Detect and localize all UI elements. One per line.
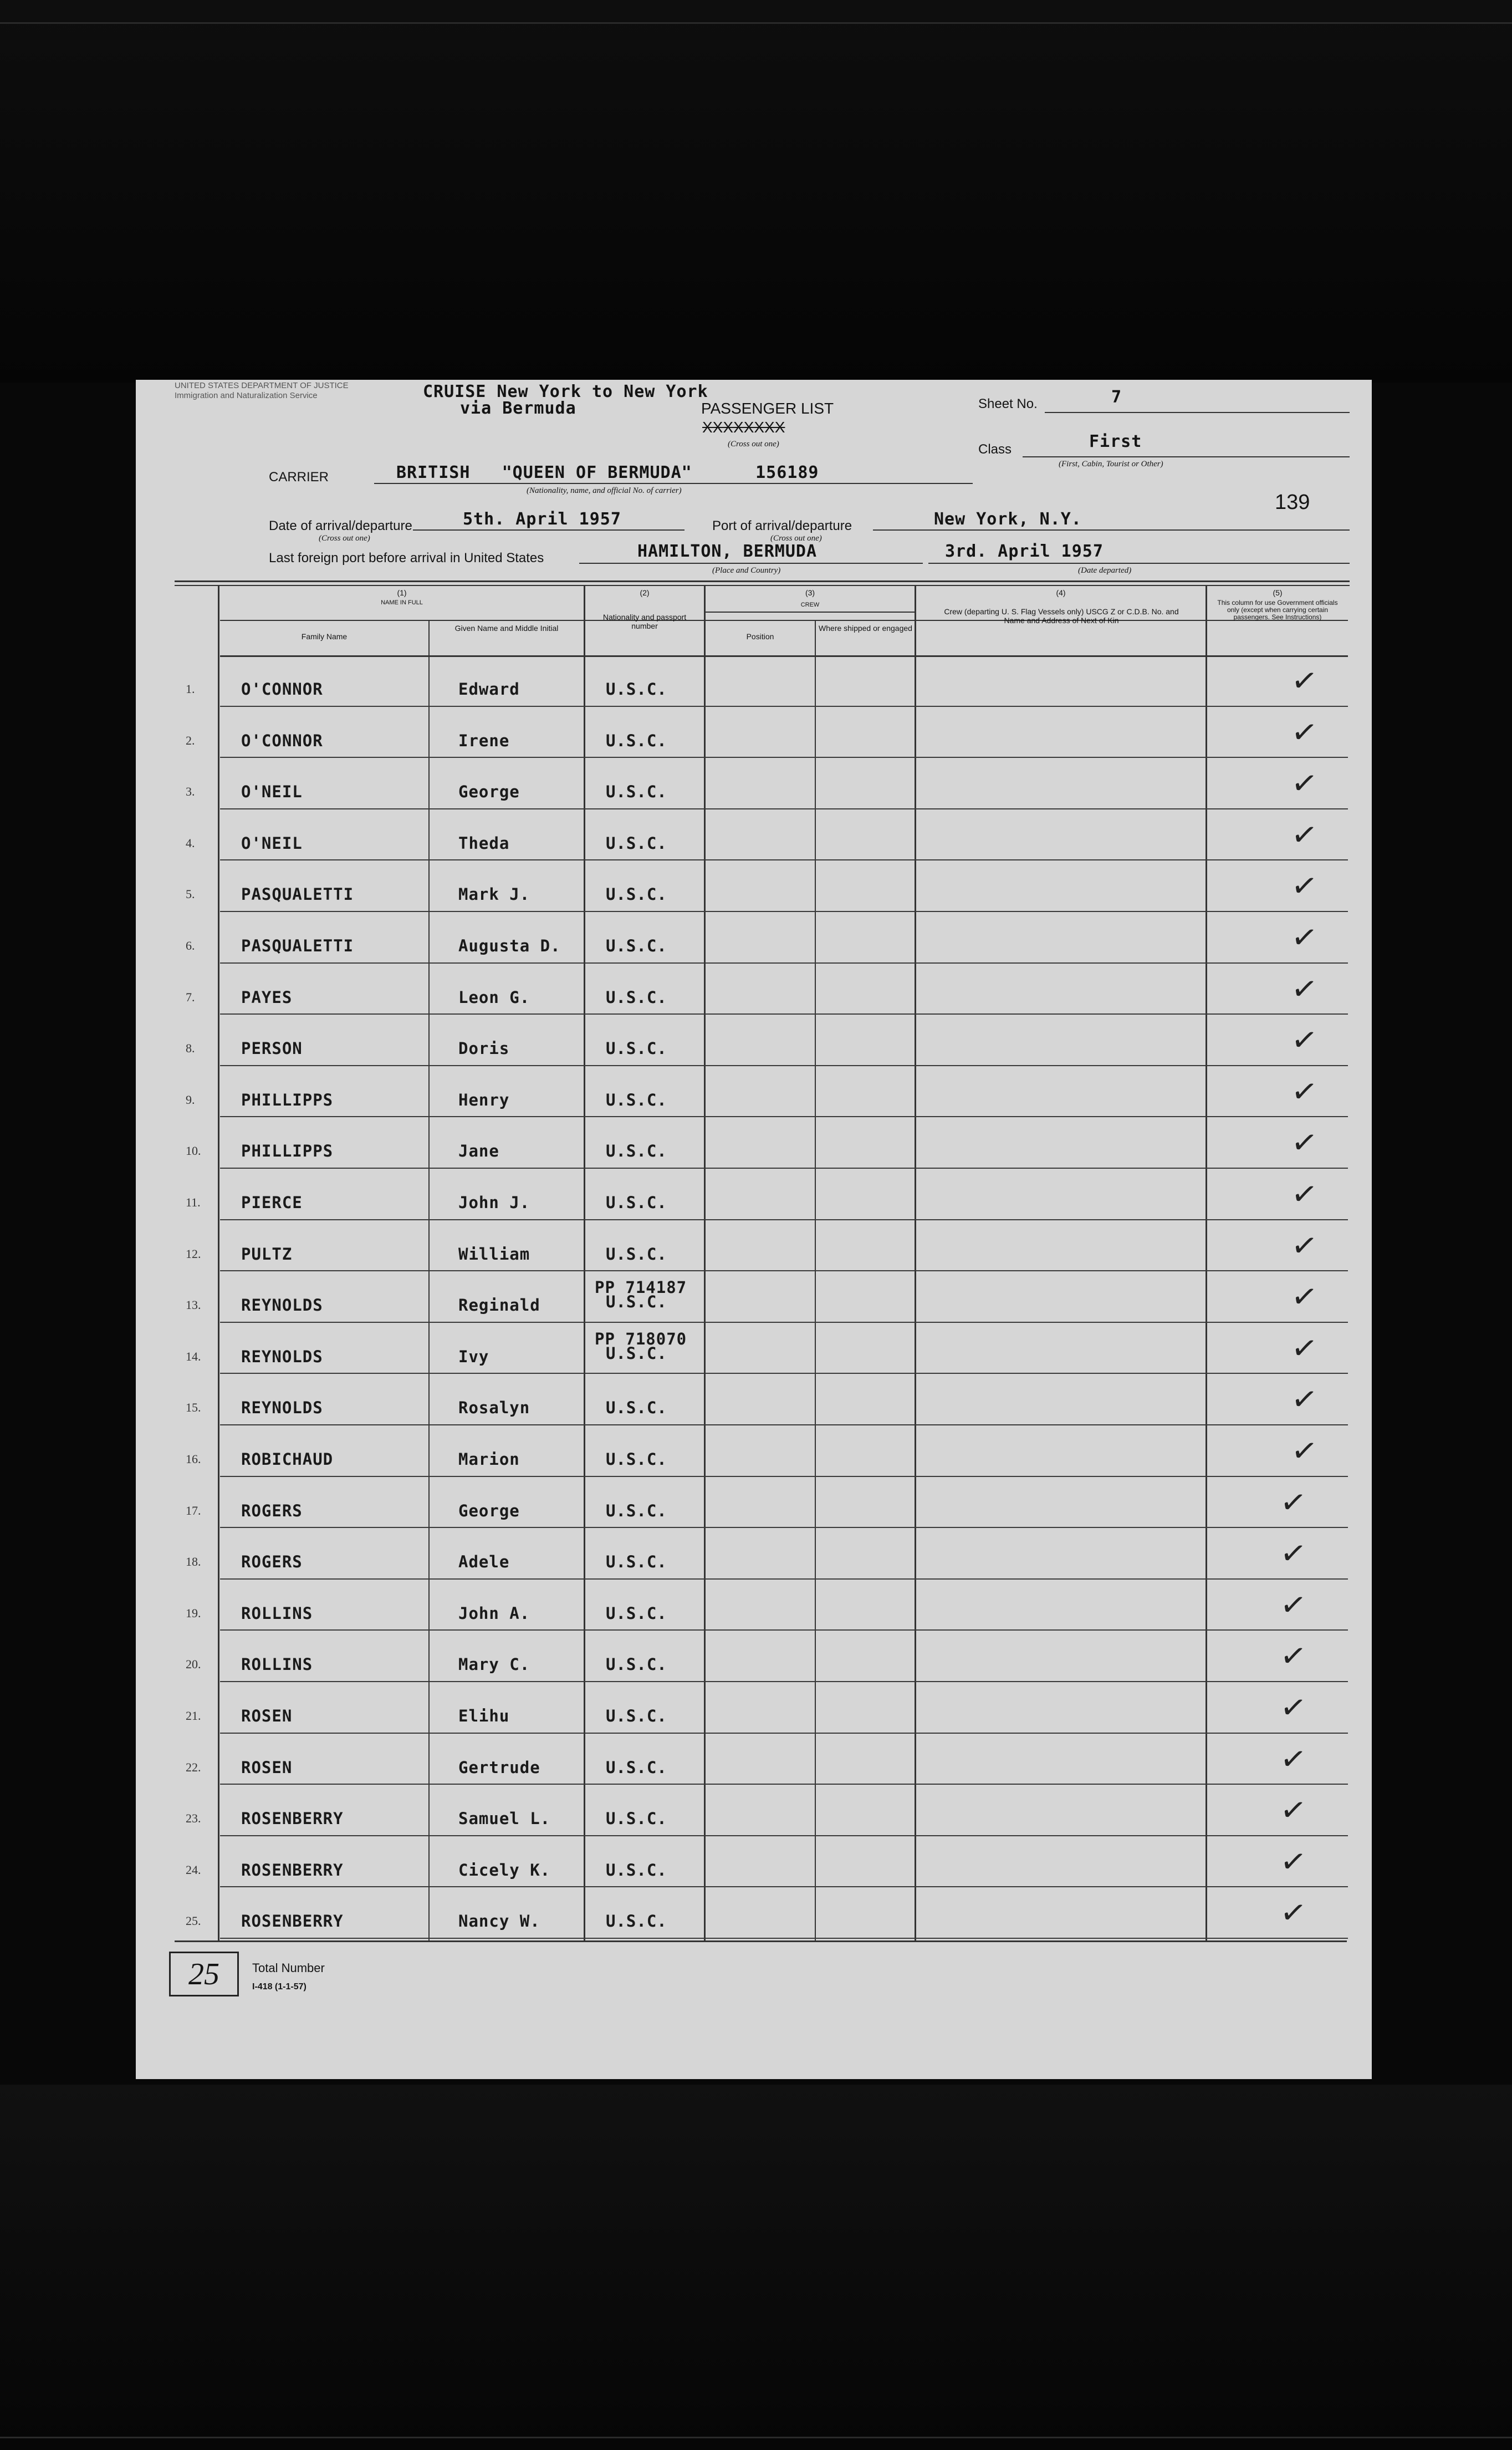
- col2-number: (2): [640, 588, 650, 597]
- nationality: U.S.C.: [606, 1090, 667, 1109]
- nationality: U.S.C.: [606, 1707, 667, 1725]
- col1-family-header: Family Name: [301, 632, 348, 641]
- row-number: 6.: [186, 939, 195, 953]
- official-check-icon: ✓: [1278, 1637, 1309, 1677]
- official-check-icon: ✓: [1289, 1328, 1320, 1368]
- form-number: I-418 (1-1-57): [252, 1982, 307, 1991]
- given-name: Marion: [458, 1450, 520, 1469]
- total-box: [169, 1952, 239, 1996]
- given-name: Theda: [458, 833, 510, 853]
- nationality: U.S.C.: [606, 1603, 667, 1623]
- passenger-list-sheet: [136, 380, 1372, 2079]
- given-name: Nancy W.: [458, 1912, 540, 1931]
- official-check-icon: ✓: [1289, 969, 1320, 1009]
- col3-position-header: Position: [746, 632, 774, 641]
- col-crew-rule: [915, 586, 916, 1942]
- carrier-underline: [374, 483, 973, 484]
- port-value: New York, N.Y.: [934, 510, 1082, 529]
- class-value: First: [1089, 432, 1142, 451]
- nationality: U.S.C.: [606, 680, 667, 699]
- official-check-icon: ✓: [1289, 764, 1320, 804]
- row-divider: [220, 1578, 1348, 1580]
- service-name: Immigration and Naturalization Service: [175, 391, 318, 400]
- row-number: 14.: [186, 1349, 201, 1363]
- family-name: O'NEIL: [241, 782, 303, 802]
- nationality: U.S.C.: [606, 1912, 667, 1931]
- row-divider: [220, 1835, 1348, 1836]
- lastport-label: Last foreign port before arrival in United States: [269, 551, 544, 566]
- given-name: George: [458, 1501, 520, 1520]
- row-divider: [220, 1373, 1348, 1374]
- family-name: PAYES: [241, 987, 293, 1007]
- nationality: U.S.C.: [606, 731, 667, 750]
- row-divider: [220, 1013, 1348, 1015]
- official-check-icon: ✓: [1278, 1739, 1309, 1779]
- row-number: 2.: [186, 733, 195, 747]
- family-name: PERSON: [241, 1039, 303, 1058]
- col5-title: This column for use Government officials only (except when carrying certain passengers. See Instructions): [1217, 599, 1338, 621]
- family-name: PASQUALETTI: [241, 885, 354, 904]
- row-number: 16.: [186, 1452, 201, 1466]
- given-name: Jane: [458, 1142, 499, 1161]
- given-name: Ivy: [458, 1347, 489, 1366]
- row-number: 11.: [186, 1195, 201, 1209]
- family-name: ROSENBERRY: [241, 1860, 344, 1879]
- official-check-icon: ✓: [1289, 1175, 1320, 1214]
- row-divider: [220, 1168, 1348, 1169]
- official-check-icon: ✓: [1278, 1585, 1309, 1625]
- row-number: 10.: [186, 1144, 201, 1158]
- family-name: ROSEN: [241, 1707, 293, 1725]
- port-note: (Cross out one): [770, 534, 822, 543]
- col-family-rule: [428, 620, 430, 1942]
- passport-number: PP 714187: [595, 1278, 687, 1297]
- given-name: John A.: [458, 1603, 530, 1623]
- col-kin-rule: [1205, 586, 1207, 1942]
- row-divider: [220, 1476, 1348, 1477]
- class-underline: [1023, 456, 1350, 457]
- given-name: Adele: [458, 1552, 510, 1572]
- family-name: ROGERS: [241, 1552, 303, 1572]
- row-number: 19.: [186, 1606, 201, 1620]
- given-name: Samuel L.: [458, 1809, 551, 1828]
- scan-top-rule: [0, 22, 1512, 24]
- col3-title: CREW: [800, 602, 820, 608]
- row-number: 23.: [186, 1811, 201, 1826]
- col1-number: (1): [397, 588, 407, 597]
- lastport-note: (Place and Country): [712, 566, 781, 575]
- given-name: George: [458, 782, 520, 802]
- col1-title: NAME IN FULL: [381, 599, 423, 606]
- row-divider: [220, 1322, 1348, 1323]
- family-name: O'CONNOR: [241, 731, 323, 750]
- official-check-icon: ✓: [1289, 1021, 1320, 1061]
- given-name: Irene: [458, 731, 510, 750]
- official-check-icon: ✓: [1289, 1277, 1320, 1317]
- sheet-value: 7: [1111, 388, 1122, 407]
- col-left-rule: [218, 586, 219, 1942]
- nationality: U.S.C.: [606, 1142, 667, 1161]
- official-check-icon: ✓: [1278, 1688, 1309, 1728]
- col-name-rule: [584, 586, 585, 1942]
- scan-bottom-rule: [0, 2437, 1512, 2438]
- row-divider: [220, 1784, 1348, 1785]
- class-label: Class: [978, 442, 1012, 457]
- nationality: U.S.C.: [606, 1193, 667, 1212]
- row-divider: [220, 1733, 1348, 1734]
- given-name: Rosalyn: [458, 1398, 530, 1418]
- col-position-rule: [815, 620, 816, 1942]
- sheet-label: Sheet No.: [978, 396, 1038, 411]
- row-divider: [220, 1681, 1348, 1682]
- col3-shipped-header: Where shipped or engaged: [819, 624, 912, 633]
- crew-header-rule: [704, 612, 915, 613]
- family-name: PULTZ: [241, 1244, 293, 1264]
- row-divider: [220, 1065, 1348, 1066]
- col4-number: (4): [1056, 588, 1066, 597]
- scan-top-border: [0, 0, 1512, 383]
- nationality: U.S.C.: [606, 885, 667, 904]
- row-number: 20.: [186, 1657, 201, 1672]
- row-divider: [220, 911, 1348, 912]
- official-check-icon: ✓: [1289, 1380, 1320, 1420]
- row-number: 7.: [186, 990, 195, 1004]
- arrival-note: (Cross out one): [319, 534, 370, 543]
- lastport-underline: [579, 563, 923, 564]
- row-divider: [220, 962, 1348, 964]
- given-name: William: [458, 1244, 530, 1264]
- departed-underline: [928, 563, 1350, 564]
- nationality: U.S.C.: [606, 1809, 667, 1828]
- col4-title: Crew (departing U. S. Flag Vessels only) USCG Z or C.D.B. No. and Name and Address of Next of Kin: [944, 607, 1179, 625]
- official-check-icon: ✓: [1289, 661, 1320, 701]
- official-check-icon: ✓: [1278, 1893, 1309, 1933]
- port-underline: [873, 529, 1350, 531]
- row-divider: [220, 706, 1348, 707]
- row-number: 18.: [186, 1555, 201, 1569]
- family-name: REYNOLDS: [241, 1296, 323, 1315]
- departed-note: (Date departed): [1078, 566, 1132, 575]
- given-name: Leon G.: [458, 987, 530, 1007]
- cruise-route: CRUISE New York to New York: [423, 382, 708, 401]
- class-note: (First, Cabin, Tourist or Other): [1059, 460, 1163, 468]
- nationality: U.S.C.: [606, 1501, 667, 1520]
- official-check-icon: ✓: [1289, 1123, 1320, 1163]
- arrival-underline: [413, 529, 685, 531]
- family-name: ROSEN: [241, 1758, 293, 1777]
- official-check-icon: ✓: [1289, 1432, 1320, 1471]
- table-top-rule-2: [175, 585, 1350, 586]
- family-name: O'CONNOR: [241, 680, 323, 699]
- carrier-value: BRITISH "QUEEN OF BERMUDA" 156189: [396, 463, 819, 482]
- row-number: 17.: [186, 1503, 201, 1517]
- row-divider: [220, 1886, 1348, 1887]
- row-divider: [220, 859, 1348, 860]
- sheet-underline: [1045, 412, 1350, 413]
- scan-bottom-border: [0, 2085, 1512, 2450]
- page-number: 139: [1275, 491, 1310, 514]
- official-check-icon: ✓: [1278, 1483, 1309, 1522]
- official-check-icon: ✓: [1289, 1226, 1320, 1266]
- family-name: PASQUALETTI: [241, 936, 354, 955]
- official-check-icon: ✓: [1289, 1072, 1320, 1112]
- official-check-icon: ✓: [1278, 1842, 1309, 1882]
- family-name: ROLLINS: [241, 1655, 313, 1674]
- carrier-label: CARRIER: [269, 470, 329, 485]
- family-name: ROGERS: [241, 1501, 303, 1520]
- family-name: O'NEIL: [241, 833, 303, 853]
- row-divider: [220, 1629, 1348, 1631]
- given-name: John J.: [458, 1193, 530, 1212]
- row-number: 1.: [186, 682, 195, 696]
- title-note: (Cross out one): [728, 440, 779, 449]
- family-name: PIERCE: [241, 1193, 303, 1212]
- agency-name: UNITED STATES DEPARTMENT OF JUSTICE: [175, 381, 349, 390]
- row-divider: [220, 1116, 1348, 1117]
- given-name: Gertrude: [458, 1758, 540, 1777]
- family-name: ROLLINS: [241, 1603, 313, 1623]
- nationality: U.S.C.: [606, 1758, 667, 1777]
- given-name: Reginald: [458, 1296, 540, 1315]
- col3-number: (3): [805, 588, 815, 597]
- given-name: Edward: [458, 680, 520, 699]
- col-nat-rule: [704, 586, 706, 1942]
- official-check-icon: ✓: [1289, 815, 1320, 855]
- row-divider: [220, 808, 1348, 809]
- nationality: U.S.C.: [606, 1552, 667, 1572]
- cruise-via: via Bermuda: [460, 399, 576, 418]
- row-divider: [220, 1424, 1348, 1425]
- family-name: REYNOLDS: [241, 1398, 323, 1418]
- total-value: 25: [188, 1957, 219, 1991]
- family-name: PHILLIPPS: [241, 1090, 334, 1109]
- family-name: PHILLIPPS: [241, 1142, 334, 1161]
- row-number: 13.: [186, 1298, 201, 1312]
- official-check-icon: ✓: [1289, 918, 1320, 957]
- nationality: U.S.C.: [606, 1343, 667, 1363]
- given-name: Mary C.: [458, 1655, 530, 1674]
- table-bottom-rule: [175, 1940, 1347, 1942]
- row-number: 5.: [186, 887, 195, 901]
- nationality: U.S.C.: [606, 1039, 667, 1058]
- departed-date: 3rd. April 1957: [945, 542, 1104, 561]
- port-label: Port of arrival/departure: [712, 518, 852, 533]
- row-divider: [220, 1527, 1348, 1528]
- row-number: 4.: [186, 836, 195, 850]
- row-divider: [220, 757, 1348, 758]
- row-number: 12.: [186, 1246, 201, 1261]
- official-check-icon: ✓: [1278, 1534, 1309, 1574]
- col2-title: Nationality and passport number: [602, 613, 687, 630]
- given-name: Henry: [458, 1090, 510, 1109]
- given-name: Mark J.: [458, 885, 530, 904]
- family-name: ROBICHAUD: [241, 1450, 334, 1469]
- row-number: 24.: [186, 1862, 201, 1877]
- nationality: U.S.C.: [606, 1860, 667, 1879]
- arrival-label: Date of arrival/departure: [269, 518, 412, 533]
- carrier-note: (Nationality, name, and official No. of carrier): [527, 486, 682, 495]
- nationality: U.S.C.: [606, 833, 667, 853]
- row-number: 15.: [186, 1400, 201, 1415]
- nationality: U.S.C.: [606, 936, 667, 955]
- row-number: 25.: [186, 1914, 201, 1928]
- nationality: U.S.C.: [606, 1655, 667, 1674]
- given-name: Augusta D.: [458, 936, 561, 955]
- given-name: Elihu: [458, 1707, 510, 1725]
- col5-number: (5): [1273, 588, 1283, 597]
- row-number: 22.: [186, 1760, 201, 1774]
- row-number: 9.: [186, 1092, 195, 1107]
- nationality: U.S.C.: [606, 1398, 667, 1418]
- family-name: ROSENBERRY: [241, 1809, 344, 1828]
- lastport-value: HAMILTON, BERMUDA: [637, 542, 818, 561]
- given-name: Cicely K.: [458, 1860, 551, 1879]
- row-number: 3.: [186, 785, 195, 799]
- nationality: U.S.C.: [606, 1450, 667, 1469]
- row-divider: [220, 1270, 1348, 1271]
- total-label: Total Number: [252, 1961, 325, 1975]
- family-name: REYNOLDS: [241, 1347, 323, 1366]
- table-top-rule: [175, 580, 1350, 582]
- family-name: ROSENBERRY: [241, 1912, 344, 1931]
- nationality: U.S.C.: [606, 782, 667, 802]
- form-title: PASSENGER LIST: [701, 400, 834, 417]
- nationality: U.S.C.: [606, 987, 667, 1007]
- header-bottom-rule: [220, 655, 1348, 657]
- row-divider: [220, 1219, 1348, 1220]
- nationality: U.S.C.: [606, 1292, 667, 1312]
- official-check-icon: ✓: [1278, 1791, 1309, 1831]
- given-name: Doris: [458, 1039, 510, 1058]
- row-number: 21.: [186, 1709, 201, 1723]
- row-number: 8.: [186, 1041, 195, 1056]
- passport-number: PP 718070: [595, 1329, 687, 1348]
- nationality: U.S.C.: [606, 1244, 667, 1264]
- arrival-date: 5th. April 1957: [463, 510, 621, 529]
- official-check-icon: ✓: [1289, 712, 1320, 752]
- official-check-icon: ✓: [1289, 867, 1320, 906]
- form-title-crossed: XXXXXXXX: [702, 419, 785, 436]
- col1-given-header: Given Name and Middle Initial: [454, 624, 559, 633]
- row-divider: [220, 1938, 1348, 1939]
